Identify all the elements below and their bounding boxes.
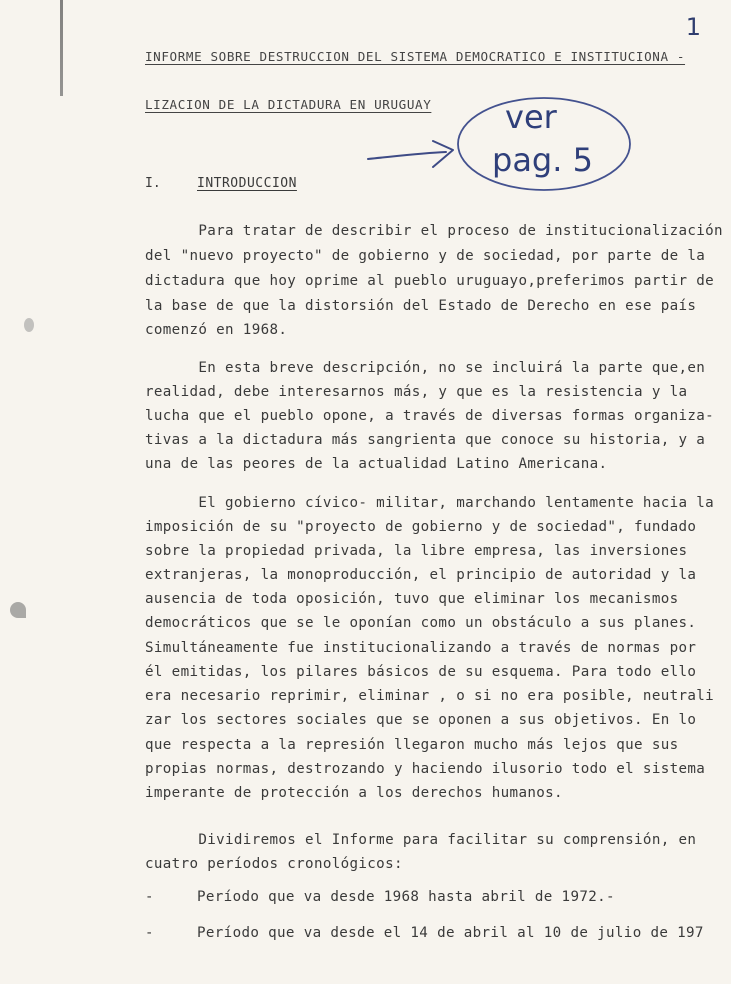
paragraph-2-line-2: realidad, debe interesarnos más, y que es la resistencia y la — [145, 384, 688, 400]
paragraph-3-line-3: sobre la propiedad privada, la libre empresa, las inversiones — [145, 543, 688, 559]
paragraph-3-line-10: zar los sectores sociales que se oponen a sus objetivos. En lo — [145, 712, 697, 728]
annotation-line-1: ver — [505, 98, 557, 136]
paragraph-1-line-3: dictadura que hoy oprime al pueblo uruguayo,preferimos partir de — [145, 273, 715, 289]
paragraph-4-line-1: Dividiremos el Informe para facilitar su comprensión, en — [145, 832, 697, 848]
paragraph-1-line-4: la base de que la distorsión del Estado de Derecho en ese país — [145, 298, 697, 314]
handwritten-annotation — [360, 86, 650, 206]
annotation-line-2: pag. 5 — [492, 141, 593, 179]
paragraph-3-line-2: imposición de su "proyecto de gobierno y de sociedad", fundado — [145, 519, 697, 535]
paragraph-3-line-5: ausencia de toda oposición, tuvo que eliminar los mecanismos — [145, 591, 679, 607]
paragraph-3-line-9: era necesario reprimir, eliminar , o si no era posible, neutrali — [145, 688, 715, 704]
paragraph-3-line-11: que respecta a la represión llegaron mucho más lejos que sus — [145, 737, 679, 753]
section-number: I. — [145, 176, 161, 191]
binder-mark — [60, 0, 63, 96]
document-title-line-2: LIZACION DE LA DICTADURA EN URUGUAY — [145, 97, 432, 112]
paragraph-1-line-1: Para tratar de describir el proceso de institucionalización — [145, 223, 723, 239]
paragraph-2-line-4: tivas a la dictadura más sangrienta que conoce su historia, y a — [145, 432, 706, 448]
paragraph-3-line-4: extranjeras, la monoproducción, el principio de autoridad y la — [145, 567, 697, 583]
paragraph-1-line-5: comenzó en 1968. — [145, 322, 288, 338]
punch-hole-mark — [24, 318, 34, 332]
list-bullet: - — [145, 889, 154, 905]
paragraph-3-line-6: democráticos que se le oponían como un obstáculo a sus planes. — [145, 615, 697, 631]
paragraph-3-line-12: propias normas, destrozando y haciendo ilusorio todo el sistema — [145, 761, 706, 777]
paragraph-3-line-7: Simultáneamente fue institucionalizando a través de normas por — [145, 640, 697, 656]
section-title: INTRODUCCION — [197, 176, 297, 191]
list-item-1: Período que va desde 1968 hasta abril de 1972.- — [197, 889, 615, 905]
page-number: 1 — [685, 13, 701, 41]
punch-hole-mark — [10, 602, 26, 618]
paragraph-1-line-2: del "nuevo proyecto" de gobierno y de sociedad, por parte de la — [145, 248, 706, 264]
list-item-2: Período que va desde el 14 de abril al 10 de julio de 197 — [197, 925, 704, 941]
paragraph-2-line-3: lucha que el pueblo opone, a través de diversas formas organiza- — [145, 408, 715, 424]
list-bullet: - — [145, 925, 154, 941]
paragraph-2-line-1: En esta breve descripción, no se incluirá la parte que,en — [145, 360, 706, 376]
document-title-line-1: INFORME SOBRE DESTRUCCION DEL SISTEMA DEMOCRATICO E INSTITUCIONA - — [145, 49, 686, 64]
paragraph-4-line-2: cuatro períodos cronológicos: — [145, 856, 403, 872]
paragraph-3-line-8: él emitidas, los pilares básicos de su esquema. Para todo ello — [145, 664, 697, 680]
paragraph-2-line-5: una de las peores de la actualidad Latino Americana. — [145, 456, 608, 472]
arrow-icon — [368, 141, 453, 167]
paragraph-3-line-1: El gobierno cívico- militar, marchando lentamente hacia la — [145, 495, 715, 511]
paragraph-3-line-13: imperante de protección a los derechos humanos. — [145, 785, 563, 801]
